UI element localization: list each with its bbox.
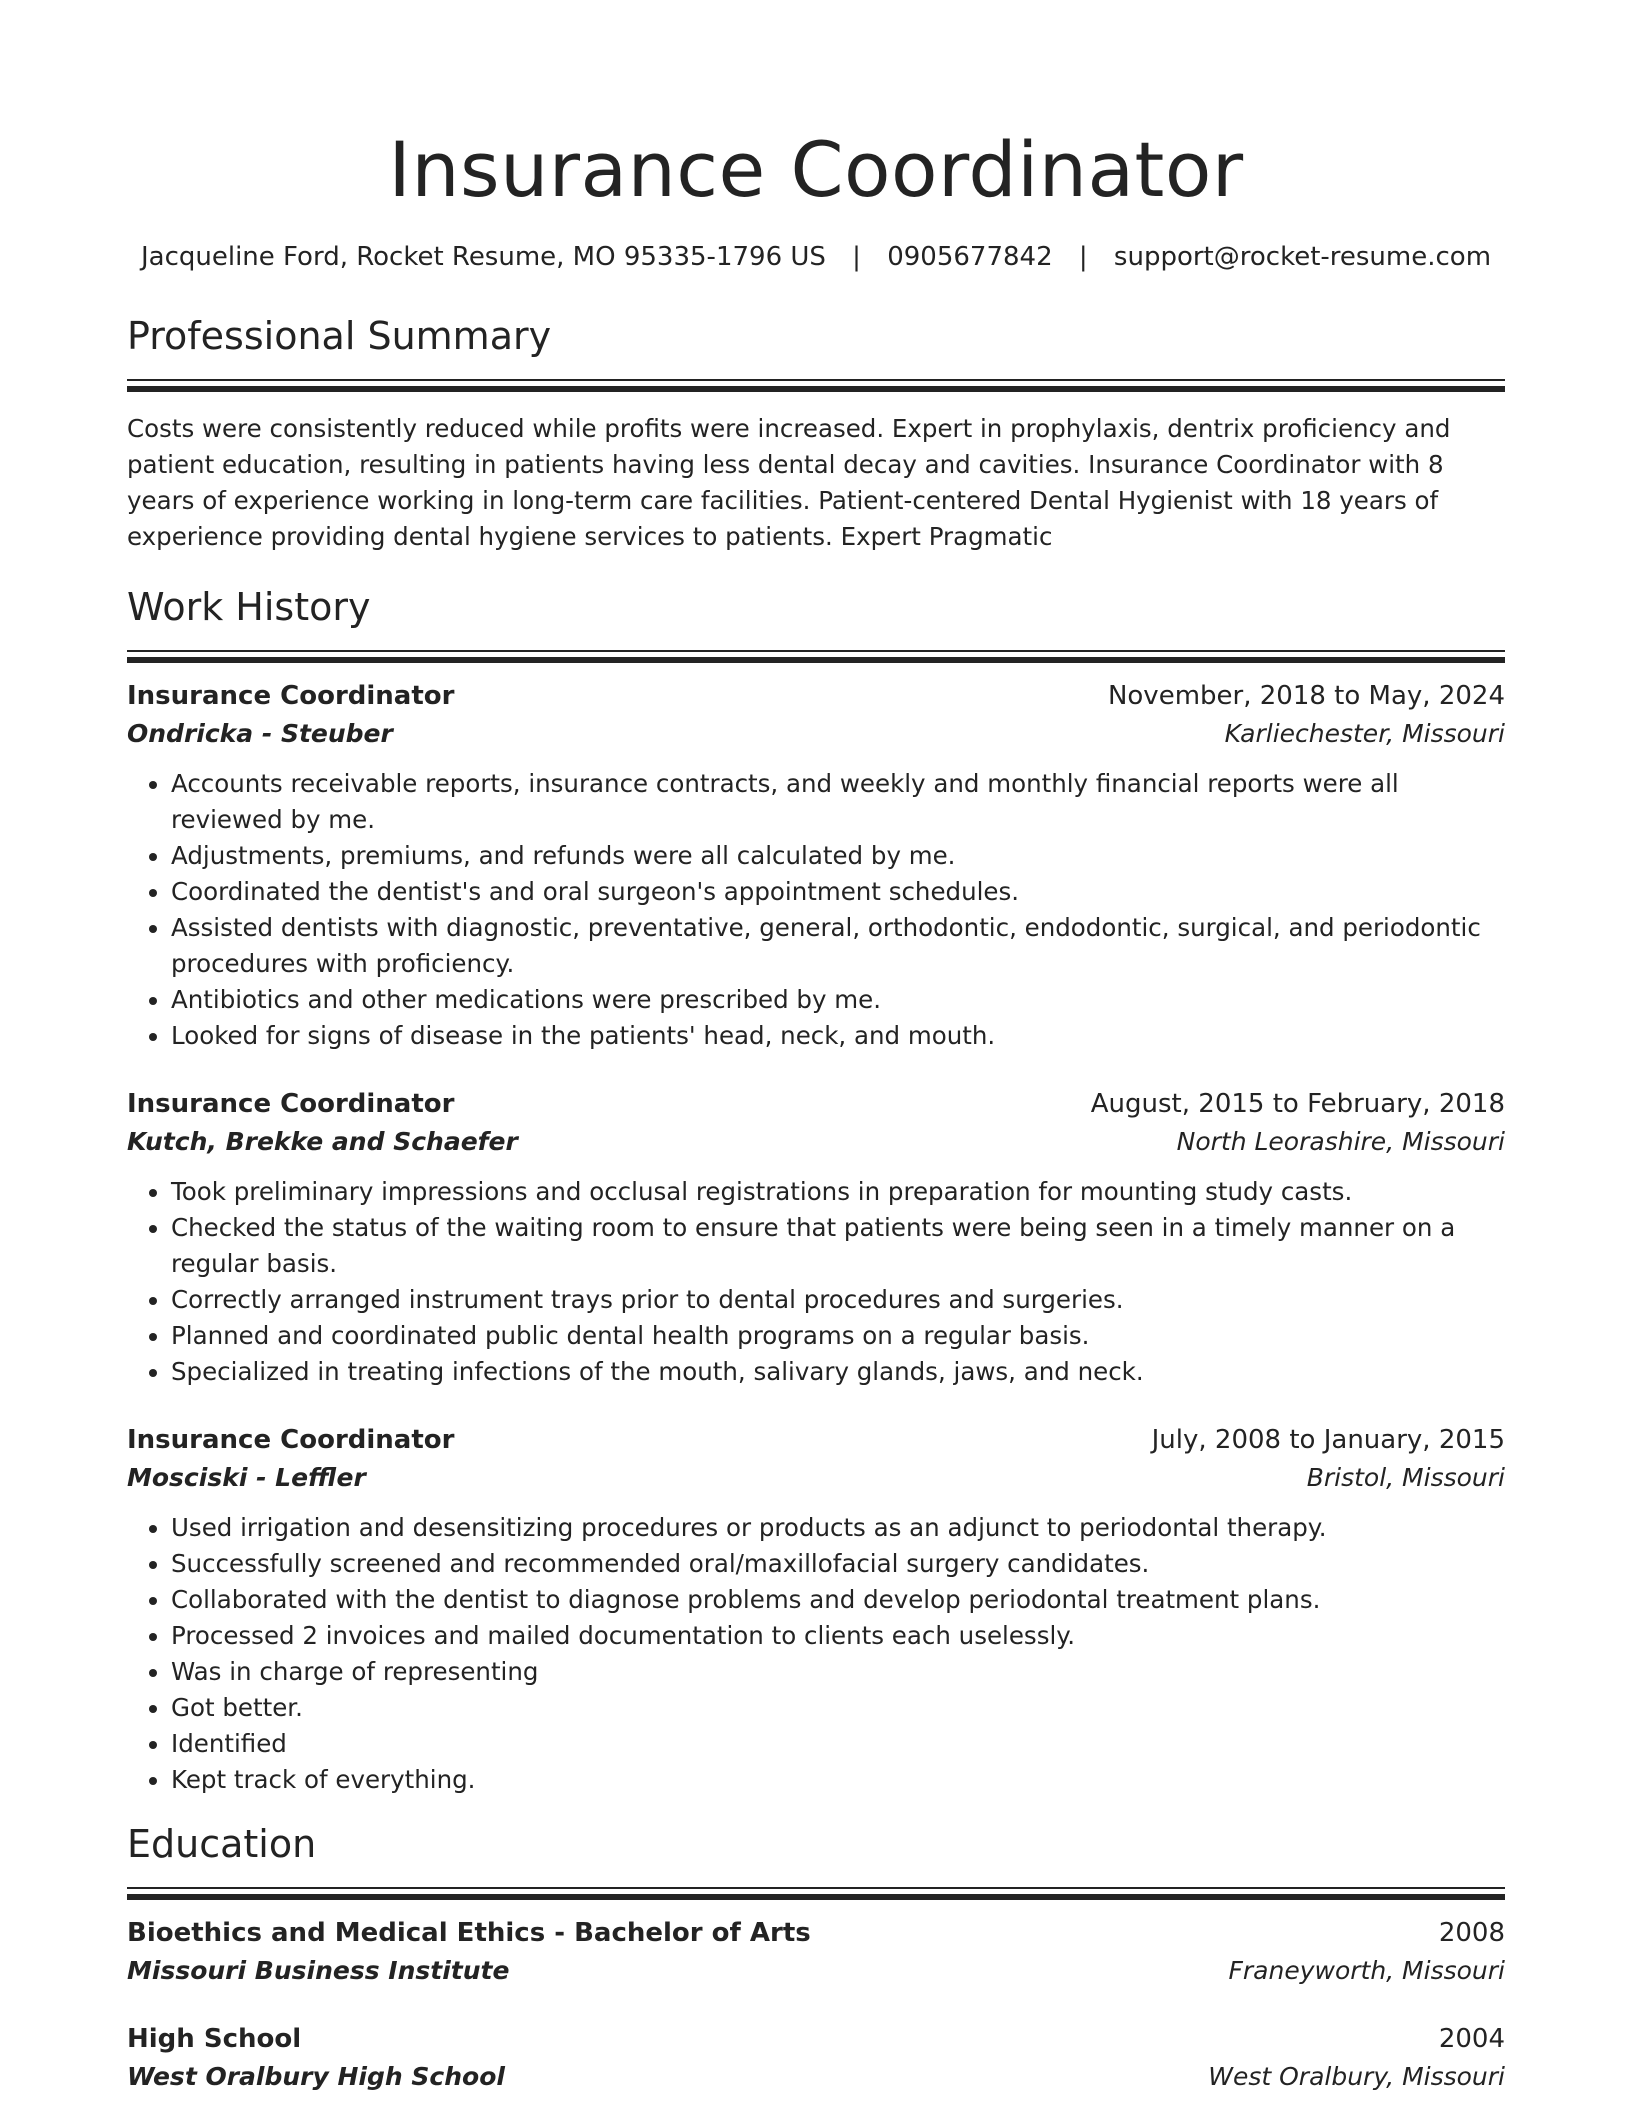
school-name: Missouri Business Institute bbox=[127, 1956, 510, 1985]
summary-text: Costs were consistently reduced while profits were increased. Expert in prophylaxis, dentrix proficiency and patient education, resulting in patients having less dental decay and cavities. Insurance Coordinator with 8 years of experience working in long-term care facilities. Patient-centered Dental Hygienist with 18 years of experience providing dental hygiene services to patients. Expert Pragmatic bbox=[127, 414, 1451, 551]
contact-phone: 0905677842 bbox=[887, 242, 1053, 272]
summary-section bbox=[127, 312, 1505, 555]
company-name: Ondricka - Steuber bbox=[127, 719, 393, 748]
job-bullet: • Got better. bbox=[171, 1690, 1505, 1726]
work-heading: Work History bbox=[127, 585, 371, 629]
school-location: Franeyworth, Missouri bbox=[1228, 1956, 1505, 1985]
job-bullet: • Accounts receivable reports, insurance contracts, and weekly and monthly financial reports were all reviewed by me. bbox=[171, 766, 1505, 838]
job-bullet: • Coordinated the dentist's and oral surgeon's appointment schedules. bbox=[171, 874, 1505, 910]
job-dates: August, 2015 to February, 2018 bbox=[1090, 1089, 1505, 1119]
summary-heading: Professional Summary bbox=[127, 314, 552, 358]
job-bullets bbox=[127, 1174, 1505, 1390]
job-title: Insurance Coordinator bbox=[127, 681, 455, 711]
resume-title: Insurance Coordinator bbox=[388, 125, 1244, 214]
job-entry bbox=[127, 678, 1505, 1054]
job-bullet: • Used irrigation and desensitizing procedures or products as an adjunct to periodontal therapy. bbox=[171, 1510, 1505, 1546]
education-entry bbox=[127, 1915, 1505, 1991]
job-bullet: • Processed 2 invoices and mailed documentation to clients each uselessly. bbox=[171, 1618, 1505, 1654]
job-location: Karliechester, Missouri bbox=[1224, 719, 1505, 748]
job-title: Insurance Coordinator bbox=[127, 1425, 455, 1455]
job-bullet: • Took preliminary impressions and occlusal registrations in preparation for mounting study casts. bbox=[171, 1174, 1505, 1210]
job-bullet: • Assisted dentists with diagnostic, preventative, general, orthodontic, endodontic, surgical, and periodontic procedures with proficiency. bbox=[171, 910, 1505, 982]
education-heading: Education bbox=[127, 1822, 317, 1866]
degree-name: High School bbox=[127, 2024, 302, 2054]
company-name: Kutch, Brekke and Schaefer bbox=[127, 1127, 518, 1156]
job-entry bbox=[127, 1422, 1505, 1798]
job-dates: July, 2008 to January, 2015 bbox=[1151, 1425, 1505, 1455]
education-year: 2004 bbox=[1438, 2024, 1505, 2054]
section-divider bbox=[127, 650, 1505, 664]
contact-separator: | bbox=[1078, 242, 1088, 272]
job-bullet: • Kept track of everything. bbox=[171, 1762, 1505, 1798]
company-name: Mosciski - Leffler bbox=[127, 1463, 366, 1492]
contact-email: support@rocket-resume.com bbox=[1113, 242, 1492, 272]
contact-line bbox=[127, 240, 1505, 274]
job-bullet: • Successfully screened and recommended oral/maxillofacial surgery candidates. bbox=[171, 1546, 1505, 1582]
section-divider bbox=[127, 379, 1505, 393]
education-entry bbox=[127, 2021, 1505, 2097]
job-bullets bbox=[127, 766, 1505, 1054]
job-location: Bristol, Missouri bbox=[1306, 1463, 1505, 1492]
job-bullet: • Was in charge of representing bbox=[171, 1654, 1505, 1690]
job-bullet: • Planned and coordinated public dental health programs on a regular basis. bbox=[171, 1318, 1505, 1354]
contact-address: Jacqueline Ford, Rocket Resume, MO 95335-1796 US bbox=[140, 242, 826, 272]
school-location: West Oralbury, Missouri bbox=[1208, 2062, 1505, 2091]
job-entry bbox=[127, 1086, 1505, 1390]
school-name: West Oralbury High School bbox=[127, 2062, 505, 2091]
job-bullet: • Correctly arranged instrument trays prior to dental procedures and surgeries. bbox=[171, 1282, 1505, 1318]
job-bullet: • Identified bbox=[171, 1726, 1505, 1762]
job-bullet: • Checked the status of the waiting room to ensure that patients were being seen in a timely manner on a regular basis. bbox=[171, 1210, 1505, 1282]
job-bullet: • Looked for signs of disease in the patients' head, neck, and mouth. bbox=[171, 1018, 1505, 1054]
section-divider bbox=[127, 1887, 1505, 1901]
work-section bbox=[127, 583, 1505, 1798]
job-bullet: • Adjustments, premiums, and refunds were all calculated by me. bbox=[171, 838, 1505, 874]
job-dates: November, 2018 to May, 2024 bbox=[1107, 681, 1505, 711]
job-bullet: • Antibiotics and other medications were prescribed by me. bbox=[171, 982, 1505, 1018]
job-bullets bbox=[127, 1510, 1505, 1798]
education-section bbox=[127, 1820, 1505, 2097]
job-bullet: • Specialized in treating infections of the mouth, salivary glands, jaws, and neck. bbox=[171, 1354, 1505, 1390]
job-title: Insurance Coordinator bbox=[127, 1089, 455, 1119]
job-bullet: • Collaborated with the dentist to diagnose problems and develop periodontal treatment plans. bbox=[171, 1582, 1505, 1618]
education-year: 2008 bbox=[1438, 1918, 1505, 1948]
job-location: North Leorashire, Missouri bbox=[1176, 1127, 1505, 1156]
degree-name: Bioethics and Medical Ethics - Bachelor of Arts bbox=[127, 1918, 811, 1948]
contact-separator: | bbox=[852, 242, 861, 272]
